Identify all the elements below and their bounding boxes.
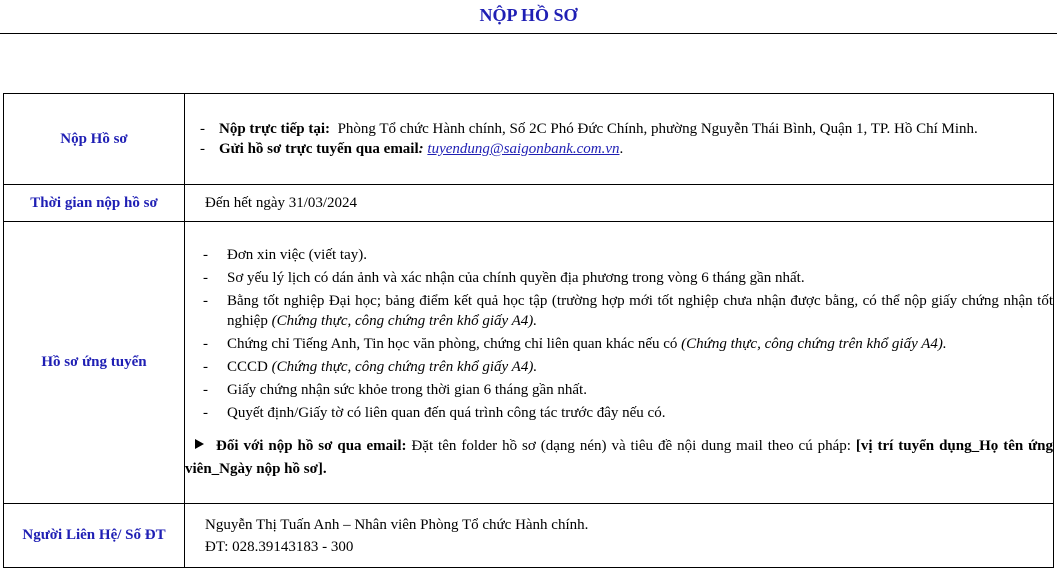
- document-item-text: Quyết định/Giấy tờ có liên quan đến quá trình công tác trước đây nếu có.: [227, 404, 666, 421]
- list-item: [185, 357, 1053, 377]
- submit-label: Nộp Hồ sơ: [4, 94, 185, 185]
- document-item-text: Giấy chứng nhận sức khỏe trong thời gian 6 tháng gần nhất.: [227, 381, 587, 398]
- submit-email-line: [185, 139, 1053, 159]
- submit-email-prefix: Gửi hồ sơ trực tuyến qua email: [219, 141, 419, 157]
- table-row-submit: [4, 94, 1054, 185]
- deadline-label: Thời gian nộp hồ sơ: [4, 185, 185, 222]
- email-note-syntax: [vị trí tuyển dụng_Họ tên ứng viên_Ngày nộp hồ sơ].: [185, 437, 1054, 477]
- dash-icon: -: [203, 335, 208, 352]
- table-row-documents: [4, 222, 1054, 504]
- list-item: [185, 334, 1053, 354]
- arrow-right-icon: [195, 439, 204, 449]
- documents-list: [185, 245, 1053, 423]
- dash-icon: -: [203, 292, 208, 309]
- document-item-note: (Chứng thực, công chứng trên khổ giấy A4).: [271, 312, 538, 329]
- list-item: [185, 245, 1053, 265]
- document-item-text: CCCD: [227, 358, 272, 375]
- application-info-table: [3, 93, 1054, 568]
- table-row-contact: [4, 504, 1054, 568]
- title-bar: [0, 0, 1057, 34]
- document-item-text: Chứng chỉ Tiếng Anh, Tin học văn phòng, chứng chỉ liên quan khác nếu có: [227, 335, 682, 352]
- email-note-prefix: Đối với nộp hồ sơ qua email:: [216, 437, 407, 454]
- table-row-deadline: [4, 185, 1054, 222]
- dash-icon: -: [203, 404, 208, 421]
- email-note-text: Đặt tên folder hồ sơ (dạng nén) và tiêu đề nội dung mail theo cú pháp:: [411, 437, 851, 454]
- document-item-note: (Chứng thực, công chứng trên khổ giấy A4).: [271, 358, 538, 375]
- contact-phone-line: ĐT: 028.39143183 - 300: [205, 538, 354, 555]
- submit-content: [185, 94, 1054, 185]
- contact-name-line: Nguyễn Thị Tuấn Anh – Nhân viên Phòng Tổ chức Hành chính.: [205, 516, 589, 533]
- list-item: [185, 380, 1053, 400]
- document-item-text: Đơn xin việc (viết tay).: [227, 246, 367, 263]
- contact-label: Người Liên Hệ/ Số ĐT: [4, 504, 185, 568]
- submit-direct-prefix: Nộp trực tiếp tại:: [219, 121, 331, 137]
- deadline-text: Đến hết ngày 31/03/2024: [205, 195, 358, 211]
- email-note: [185, 435, 1053, 481]
- documents-content: [185, 222, 1054, 504]
- dash-icon: -: [203, 358, 208, 375]
- contact-content: [185, 504, 1054, 568]
- document-item-text: Sơ yếu lý lịch có dán ảnh và xác nhận của chính quyền địa phương trong vòng 6 tháng gần nhất.: [227, 269, 805, 286]
- page-title: NỘP HỒ SƠ: [479, 5, 578, 25]
- submit-email-colon: :: [418, 141, 424, 157]
- list-item: [185, 403, 1053, 423]
- submit-email-end: .: [619, 141, 624, 157]
- dash-icon: -: [203, 269, 208, 286]
- list-item: [185, 291, 1053, 331]
- deadline-content: [185, 185, 1054, 222]
- submit-direct-text: Phòng Tổ chức Hành chính, Số 2C Phó Đức Chính, phường Nguyễn Thái Bình, Quận 1, TP. Hồ Chí Minh.: [337, 121, 978, 137]
- submit-direct-line: [185, 119, 1053, 139]
- list-item: [185, 268, 1053, 288]
- documents-label: Hồ sơ ứng tuyển: [4, 222, 185, 504]
- email-link[interactable]: tuyendung@saigonbank.com.vn: [427, 141, 620, 157]
- document-item-note: (Chứng thực, công chứng trên khổ giấy A4).: [681, 335, 947, 352]
- document-item-text: Bằng tốt nghiệp Đại học; bảng điểm kết quả học tập (trường hợp mới tốt nghiệp chưa nhận được bằng, có thể nộp giấy chứng nhận tốt nghiệp: [227, 292, 1053, 329]
- dash-icon: -: [203, 246, 208, 263]
- dash-icon: -: [200, 121, 205, 137]
- dash-icon: -: [203, 381, 208, 398]
- dash-icon: -: [200, 141, 205, 157]
